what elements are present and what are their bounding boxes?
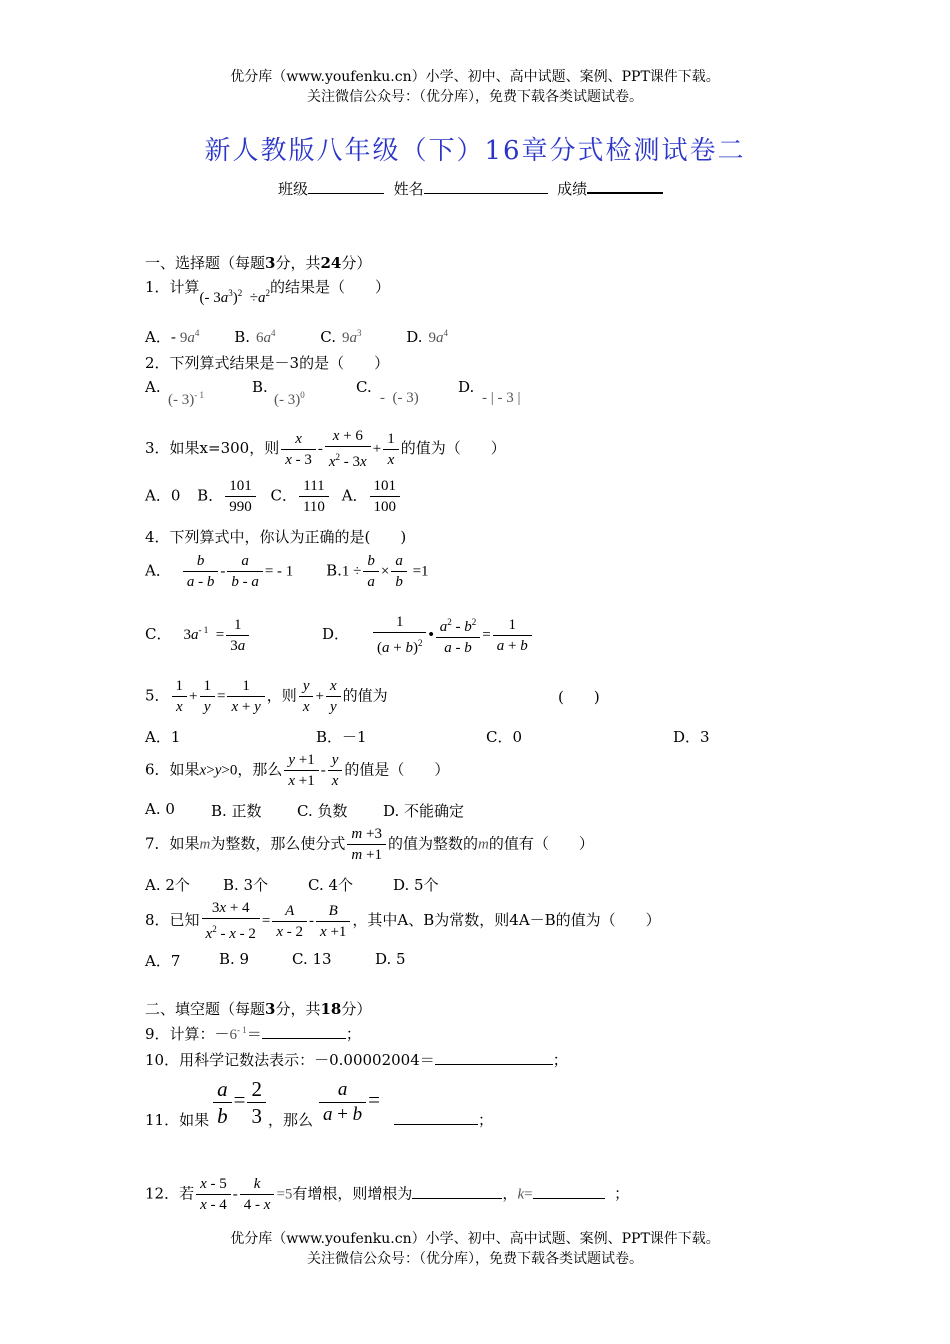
q1-option-c-label: C. [320, 328, 336, 346]
q4-option-b-label: B. [326, 561, 342, 580]
q9-tail: ＝ [246, 1025, 262, 1043]
question-1 [145, 276, 391, 306]
q7-option-d: D. 5个 [393, 876, 439, 894]
question-3: 3．如果x=300，则 $\frac{x}{x - 3}$ - $\frac{x + 6}{x^2 - 3x}$ + $\frac{1}{x}$ 的值为（ ） [145, 428, 506, 470]
q6-frac-1: $\frac{y +1}{x +1}$ [284, 750, 318, 791]
q2-option-c: - (- 3) [380, 390, 419, 406]
q3-option-c: $\frac{111}{110}$ [299, 476, 329, 517]
q4-c-frac: $\frac{1}{3a}$ [226, 615, 249, 656]
q6-option-a: A. 0 [145, 800, 175, 818]
q3-option-d: $\frac{101}{100}$ [370, 476, 401, 517]
q8-option-a: A．7 [145, 952, 181, 970]
q12-root-blank[interactable] [412, 1184, 502, 1199]
q2-option-c-label: C. [356, 378, 372, 396]
header-line-1: 优分库（www.youfenku.cn）小学、初中、高中试题、案例、PPT课件下载。 [230, 69, 720, 85]
q6-option-b: B. 正数 [211, 802, 262, 820]
q1-options [145, 326, 448, 347]
q6-tail: 的值是（ ） [344, 760, 450, 779]
q3-option-d-label: A． [341, 486, 368, 505]
q1-option-c: $9a^3$ [341, 328, 362, 346]
q4-d-frac-2: $\frac{a^2 - b^2}{a - b}$ [436, 612, 481, 658]
name-label: 姓名 [393, 180, 424, 198]
q8-frac-1: $\frac{3x + 4}{x^2 - x - 2}$ [202, 898, 260, 944]
q2-option-a: (- 3)$^{- 1}$ [168, 390, 204, 408]
question-10: 10．用科学记数法表示：－0.00002004＝ ； [145, 1051, 568, 1069]
q5-option-c: C．0 [486, 728, 523, 746]
q4-b-frac-1: $\frac{b}{a}$ [363, 551, 379, 592]
footer-line-2: 关注微信公众号：（优分库），免费下载各类试题试卷。 [307, 1251, 643, 1267]
section2-total: 18 [320, 1000, 342, 1018]
q7-text: 7．如果 [145, 834, 200, 853]
q8-tail: ，其中A、B为常数，则4A－B的值为（ ） [352, 911, 661, 929]
q11-text: 11．如果 [145, 1110, 210, 1129]
q4-d-frac-1: $\frac{1}{(a + b)^2}$ [373, 612, 426, 658]
q1-option-b-label: B. [234, 328, 250, 346]
q5-frac-1: $\frac{1}{x}$ [172, 676, 188, 717]
question-4: 4．下列算式中，你认为正确的是( ) [145, 528, 407, 546]
q6-frac-2: $\frac{y}{x}$ [328, 750, 343, 791]
q5-option-b: B．－1 [316, 728, 367, 746]
q3-fraction-2: $\frac{x + 6}{x^2 - 3x}$ [325, 426, 371, 472]
section1-mid: 分，共 [275, 254, 321, 272]
score-label: 成绩 [557, 180, 588, 198]
q4-a-frac-2: $\frac{a}{b - a}$ [227, 551, 263, 592]
q12-k-blank[interactable] [533, 1184, 605, 1199]
q3-option-a: A．0 [145, 486, 181, 505]
q1-expression: (- $3a^3)^2 \div a^2$ [199, 288, 271, 306]
q11-answer-blank[interactable] [394, 1110, 478, 1125]
q3-options [145, 476, 402, 517]
section2-mid: 分，共 [275, 1000, 321, 1018]
q1-option-a-label: A．- [145, 328, 176, 346]
q12-text: 12．若 [145, 1184, 195, 1203]
q5-frac-4: $\frac{y}{x}$ [299, 676, 314, 717]
question-5: 5． $\frac{1}{x}$ + $\frac{1}{y}$ = $\frac{1}{x + y}$ ，则 $\frac{y}{x}$ + $\frac{x}{y}$ 的值为 [145, 678, 388, 715]
q5-option-a: A．1 [145, 728, 181, 746]
q4-option-a-label: A． [145, 561, 171, 580]
q10-text: 10．用科学记数法表示：－0.00002004＝ [145, 1051, 435, 1069]
q4-option-c-label: C． [145, 625, 172, 643]
class-blank[interactable] [308, 179, 384, 194]
q4-a-frac-1: $\frac{b}{a - b}$ [183, 551, 219, 592]
q8-frac-2: $\frac{A}{x - 2}$ [272, 901, 307, 942]
section1-end: 分） [341, 254, 372, 272]
q3-text: 3．如果x=300，则 [145, 439, 280, 457]
q5-answer-paren: ( ) [558, 688, 600, 706]
q8-option-b: B. 9 [219, 950, 250, 968]
student-info-line [278, 178, 663, 199]
q5-frac-3: $\frac{1}{x + y}$ [227, 676, 264, 717]
q2-option-a-label: A. [145, 378, 161, 396]
footer-line-1: 优分库（www.youfenku.cn）小学、初中、高中试题、案例、PPT课件下载。 [230, 1231, 720, 1247]
q7-option-a: A. 2个 [145, 876, 190, 894]
q8-option-d: D. 5 [375, 950, 406, 968]
question-9: 9．计算：$-6^{- 1}=$ ； [145, 1025, 361, 1043]
q1-tail: 的结果是（ ） [270, 278, 391, 296]
section2-heading-text: 二、填空题（每题 [145, 1000, 266, 1018]
q4-option-d-label: D． [321, 625, 350, 643]
q11-frac-3: $\frac{a}{a + b}$ [319, 1078, 366, 1127]
q7-mid-2: 的值为整数的 [387, 834, 478, 853]
section2-heading [145, 998, 371, 1019]
q7-tail: 的值有（ ） [488, 834, 594, 853]
class-label: 班级 [278, 180, 309, 198]
q5-option-d: D．3 [673, 728, 710, 746]
q5-frac-5: $\frac{x}{y}$ [326, 676, 341, 717]
q3-tail: 的值为（ ） [400, 439, 506, 457]
score-blank[interactable] [587, 178, 663, 194]
q4-row-2: C． $3a^{- 1}$ = $\frac{1}{3a}$ D． $\frac{1}{(a + b)^2}$ • $\frac{a^2 - b^2}{a - b}$ = $\frac{1}{a + b}$ [145, 612, 534, 658]
q1-option-d: $9a^4$ [428, 328, 449, 346]
q6-option-d: D. 不能确定 [383, 802, 465, 820]
q11-mid: ，那么 [267, 1110, 313, 1129]
q12-k: k [517, 1186, 525, 1203]
q8-text: 8．已知 [145, 911, 200, 929]
q3-fraction-3: $\frac{1}{x}$ [383, 429, 399, 470]
q8-frac-3: $\frac{B}{x +1}$ [316, 901, 350, 942]
q5-number: 5． [145, 686, 170, 705]
section1-heading-text: 一、选择题（每题 [145, 254, 266, 272]
q9-text: 9．计算：－ [145, 1025, 230, 1043]
section2-points: 3 [265, 1000, 276, 1018]
q1-option-a: $9a^4$ [179, 328, 200, 346]
question-11: 11．如果 $\frac{a}{b}$ = $\frac{2}{3}$ ，那么 $\frac{a}{a + b}$ =； [145, 1077, 494, 1129]
q3-option-b-label: B． [197, 486, 224, 505]
q12-frac-2: $\frac{k}{4 - x}$ [240, 1174, 275, 1215]
name-blank[interactable] [424, 179, 548, 194]
q2-option-d: - | - 3 | [482, 390, 521, 406]
question-7: 7．如果m为整数，那么使分式 $\frac{m +3}{m +1}$ 的值为整数的m的值有（ ） [145, 826, 594, 863]
question-2: 2．下列算式结果是－3的是（ ） [145, 354, 390, 372]
section1-total: 24 [320, 254, 342, 272]
q4-row-1: A． $\frac{b}{a - b}$ - $\frac{a}{b - a}$ = - 1 B.1 ÷ $\frac{b}{a}$ × $\frac{a}{b}$ =1 [145, 553, 429, 590]
q12-tail: ， [502, 1184, 518, 1203]
q7-fraction: $\frac{m +3}{m +1}$ [347, 824, 386, 865]
q10-answer-blank[interactable] [435, 1050, 553, 1065]
q1-option-d-label: D. [406, 328, 423, 346]
q11-frac-2: $\frac{2}{3}$ [247, 1076, 266, 1129]
q12-frac-1: $\frac{x - 5}{x - 4}$ [196, 1174, 231, 1215]
q12-mid: 有增根，则增根为 [292, 1184, 413, 1203]
page-title: 新人教版八年级（下）16章分式检测试卷二 [204, 136, 746, 166]
q3-option-b: $\frac{101}{990}$ [225, 476, 256, 517]
question-12: 12．若 $\frac{x - 5}{x - 4}$ - $\frac{k}{4 - x}$ =5有增根，则增根为 ，k= ； [145, 1176, 630, 1213]
section2-end: 分） [341, 1000, 372, 1018]
question-6: 6．如果x>y>0，那么 $\frac{y +1}{x +1}$ - $\frac{y}{x}$ 的值是（ ） [145, 752, 450, 789]
q11-frac-1: $\frac{a}{b}$ [213, 1076, 232, 1129]
question-8: 8．已知 $\frac{3x + 4}{x^2 - x - 2}$ = $\frac{A}{x - 2}$ - $\frac{B}{x +1}$ ，其中A、B为常数，则4A－B的值为（ ） [145, 900, 661, 942]
q1-option-b: $6a^4$ [255, 328, 276, 346]
q3-fraction-1: $\frac{x}{x - 3}$ [281, 429, 316, 470]
q4-d-frac-3: $\frac{1}{a + b}$ [493, 615, 532, 656]
q5-frac-2: $\frac{1}{y}$ [200, 676, 216, 717]
q6-text: 6．如果 [145, 760, 200, 779]
q6-option-c: C. 负数 [297, 802, 348, 820]
q7-option-b: B. 3个 [223, 876, 269, 894]
q3-option-c-label: C． [270, 486, 297, 505]
q4-b-frac-2: $\frac{a}{b}$ [391, 551, 407, 592]
q2-option-b: (- 3)$^0$ [274, 390, 305, 408]
q8-option-c: C. 13 [292, 950, 332, 968]
q7-option-c: C. 4个 [308, 876, 354, 894]
section1-points: 3 [265, 254, 276, 272]
q7-mid-1: 为整数，那么使分式 [210, 834, 346, 853]
q9-answer-blank[interactable] [262, 1024, 346, 1039]
q2-option-d-label: D. [458, 378, 475, 396]
q1-number: 1．计算 [145, 278, 200, 296]
header-line-2: 关注微信公众号：（优分库），免费下载各类试题试卷。 [307, 89, 643, 105]
section1-heading [145, 252, 371, 273]
q2-option-b-label: B. [252, 378, 268, 396]
q5-tail: 的值为 [342, 686, 388, 705]
q5-mid: ，则 [266, 686, 297, 705]
